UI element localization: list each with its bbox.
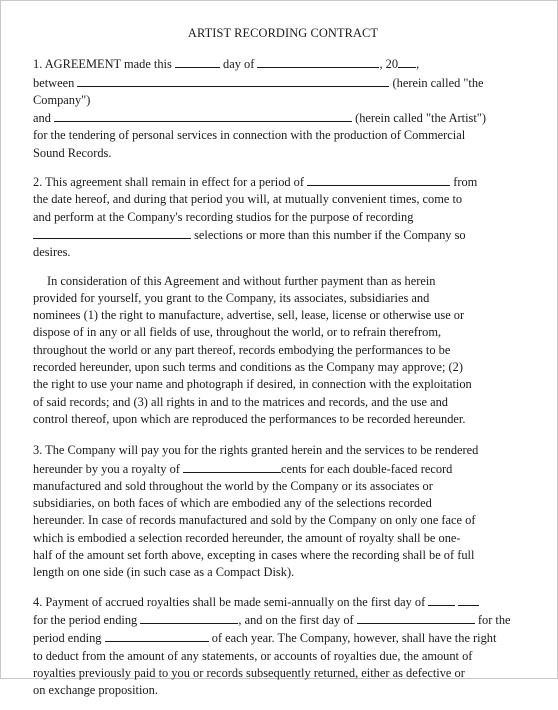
blank-company	[77, 74, 389, 87]
text: the right to use your name and photograph if desired, in connection with the exploitation	[33, 377, 472, 392]
text: (herein called "the Artist")	[355, 111, 486, 126]
blank-period-ending-2	[105, 629, 209, 642]
text: recorded hereunder, upon such terms and conditions as the Company may approve; (2)	[33, 360, 463, 375]
text: (herein called "the	[392, 75, 484, 90]
text: hereunder. In case of records manufactured and sold by the Company on only one face of	[33, 513, 476, 528]
text: nominees (1) the right to manufacture, advertise, sell, lease, license or otherwise use or	[33, 308, 465, 323]
text: , and on the first day of	[238, 612, 354, 627]
consideration-paragraph	[33, 273, 533, 429]
text: for the period ending	[33, 612, 138, 627]
blank-first-day	[357, 611, 475, 624]
text: hereunder by you a royalty of	[33, 461, 180, 476]
blank-day	[175, 55, 220, 68]
section-2-term	[33, 173, 533, 261]
blank-period-ending-1	[140, 611, 238, 624]
text: throughout the world or any part thereof, records embodying the performances to be	[33, 342, 451, 357]
text: In consideration of this Agreement and without further payment than as herein	[47, 273, 436, 288]
blank-artist	[54, 109, 352, 122]
text: Sound Records.	[33, 145, 112, 160]
blank-year	[398, 55, 416, 68]
text: 2. This agreement shall remain in effect for a period of	[33, 175, 305, 190]
blank-month	[257, 55, 379, 68]
text: on exchange proposition.	[33, 683, 158, 698]
text: between	[33, 75, 75, 90]
blank-royalty-cents	[183, 460, 281, 473]
text: day of	[223, 57, 255, 72]
text: for the tendering of personal services in connection with the production of Commercial	[33, 128, 466, 143]
section-3-royalty	[33, 442, 533, 581]
text: control thereof, upon which are reproduced the performances to be recorded hereunder.	[33, 411, 466, 426]
text: half of the amount set forth above, excepting in cases where the recording shall be of full	[33, 548, 475, 563]
text: and perform at the Company's recording studios for the purpose of recording	[33, 209, 414, 224]
text: subsidiaries, on both faces of which are embodied any of the selections recorded	[33, 496, 432, 511]
text: and	[33, 111, 51, 126]
text: length on one side (in such case as a Compact Disk).	[33, 565, 295, 580]
section-1-agreement	[33, 55, 533, 162]
blank-payment-month	[428, 593, 455, 606]
blank-payment-day	[458, 593, 479, 606]
text: to deduct from the amount of any statements, or accounts of royalties due, the amount of	[33, 648, 473, 663]
text: which is embodied a selection recorded hereunder, the amount of royalty shall be one-	[33, 530, 461, 545]
text: 3. The Company will pay you for the rights granted herein and the services to be rendered	[33, 443, 479, 458]
text: manufactured and sold throughout the world by the Company or its associates or	[33, 478, 433, 493]
text: desires.	[33, 245, 71, 260]
text: dispose of in any or all fields of use, throughout the world, or to refrain therefrom,	[33, 325, 442, 340]
text: 4. Payment of accrued royalties shall be made semi-annually on the first day of	[33, 594, 426, 609]
text: of said records; and (3) all rights in and to the matrices and records, and the use and	[33, 394, 448, 409]
text: 1. AGREEMENT made this	[33, 57, 172, 72]
text: provided for yourself, you grant to the Company, its associates, subsidiaries and	[33, 290, 430, 305]
text: ,	[416, 57, 420, 72]
text: Company")	[33, 92, 91, 107]
text: selections or more than this number if the Company so	[194, 227, 466, 242]
blank-period	[307, 173, 450, 186]
text: royalties previously paid to you or records subsequently returned, either as defective or	[33, 665, 465, 680]
text: for the	[477, 612, 511, 627]
text: the date hereof, and during that period you will, at mutually convenient times, come to	[33, 192, 463, 207]
text: of each year. The Company, however, shall have the right	[211, 631, 497, 646]
text: from	[453, 175, 478, 190]
text: cents for each double-faced record	[281, 461, 453, 476]
contract-body	[33, 25, 533, 710]
document-title: ARTIST RECORDING CONTRACT	[187, 26, 379, 40]
section-4-payment	[33, 593, 533, 700]
text: period ending	[33, 631, 102, 646]
blank-selections	[33, 226, 191, 239]
text: , 20	[379, 57, 399, 72]
